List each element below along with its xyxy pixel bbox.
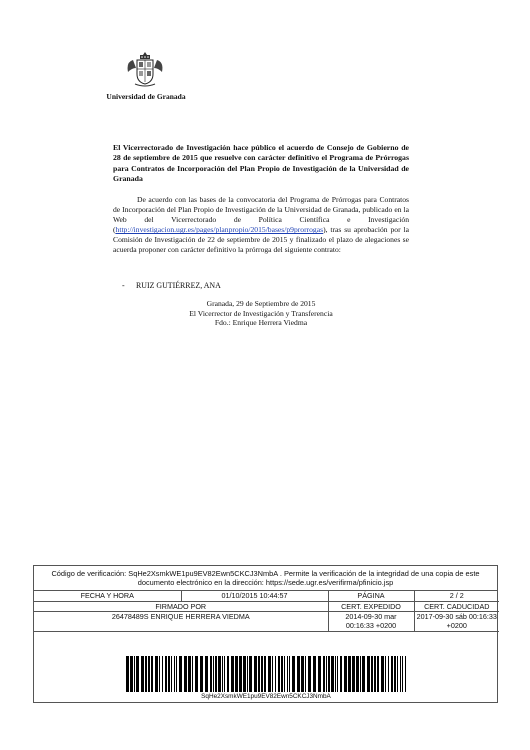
barcode-text: SqHe2XsmkWE1pu9EV82Ewn5CKCJ3NmbA <box>201 693 331 700</box>
cert-expedido-label: CERT. EXPEDIDO <box>328 601 414 611</box>
list-dash: - <box>122 281 125 290</box>
electronic-signature-box <box>33 565 498 703</box>
signature-signed-by: Fdo.: Enrique Herrera Viedma <box>214 318 308 328</box>
firmado-por-label: FIRMADO POR <box>34 601 328 611</box>
signature-place-date: Granada, 29 de Septiembre de 2015 <box>206 299 316 308</box>
fecha-hora-value: 01/10/2015 10:44:57 <box>181 591 328 601</box>
university-name: Universidad de Granada <box>106 92 186 101</box>
firmante-value: 26478489S ENRIQUE HERRERA VIEDMA <box>34 611 328 631</box>
beneficiary-name: RUIZ GUTIÉRREZ, ANA <box>136 281 221 290</box>
cert-caducidad-label: CERT. CADUCIDAD <box>414 601 499 611</box>
fecha-hora-label: FECHA Y HORA <box>34 591 181 601</box>
bases-link[interactable]: http://investigacion.ugr.es/pages/planpropio/2015/bases/p9prorrogas <box>115 225 324 235</box>
verification-code-text: Código de verificación: SqHe2XsmkWE1pu9EV82Ewn5CKCJ3NmbA . Permite la verificación de la integridad de una copia de este documento electrónico en la dirección: https://sede.ugr.es/verifirma/pfinicio.jsp <box>34 566 497 591</box>
university-coat-of-arms-logo <box>124 50 166 90</box>
body-text-part1: De acuerdo con las bases de la convocatoria del Programa de Prórrogas para Contratos de Incorporación del Plan Propio de Investigación de la Universidad de Granada, publicado en la Web del Vicerrectorado de Política Científica e Investigación ( <box>113 195 409 235</box>
signature-role: El Vicerrector de Investigación y Transferencia <box>189 308 333 318</box>
signature-metadata-table <box>34 591 499 632</box>
cert-expedido-value: 2014-09-30 mar 00:16:33 +0200 <box>328 611 414 631</box>
document-heading: El Vicerrectorado de Investigación hace público el acuerdo de Consejo de Gobierno de 28 de septiembre de 2015 que resuelve con carácter definitivo el Programa de Prórrogas para Contratos de Incorporación del Plan Propio de Investigación de la Universidad de Granada <box>113 143 409 183</box>
body-text-part2: ), tras su aprobación por la Comisión de Investigación de 22 de septiembre de 2015 y finalizado el plazo de alegaciones se acuerda proponer con carácter definitivo la prórroga del siguiente contrato: <box>113 225 409 255</box>
beneficiary-item <box>122 281 221 290</box>
body-paragraph <box>113 195 409 256</box>
verification-barcode <box>126 656 406 692</box>
cert-caducidad-value: 2017-09-30 sáb 00:16:33 +0200 <box>414 611 499 631</box>
pagina-value: 2 / 2 <box>414 591 499 601</box>
pagina-label: PÁGINA <box>328 591 414 601</box>
signature-block <box>113 299 409 328</box>
